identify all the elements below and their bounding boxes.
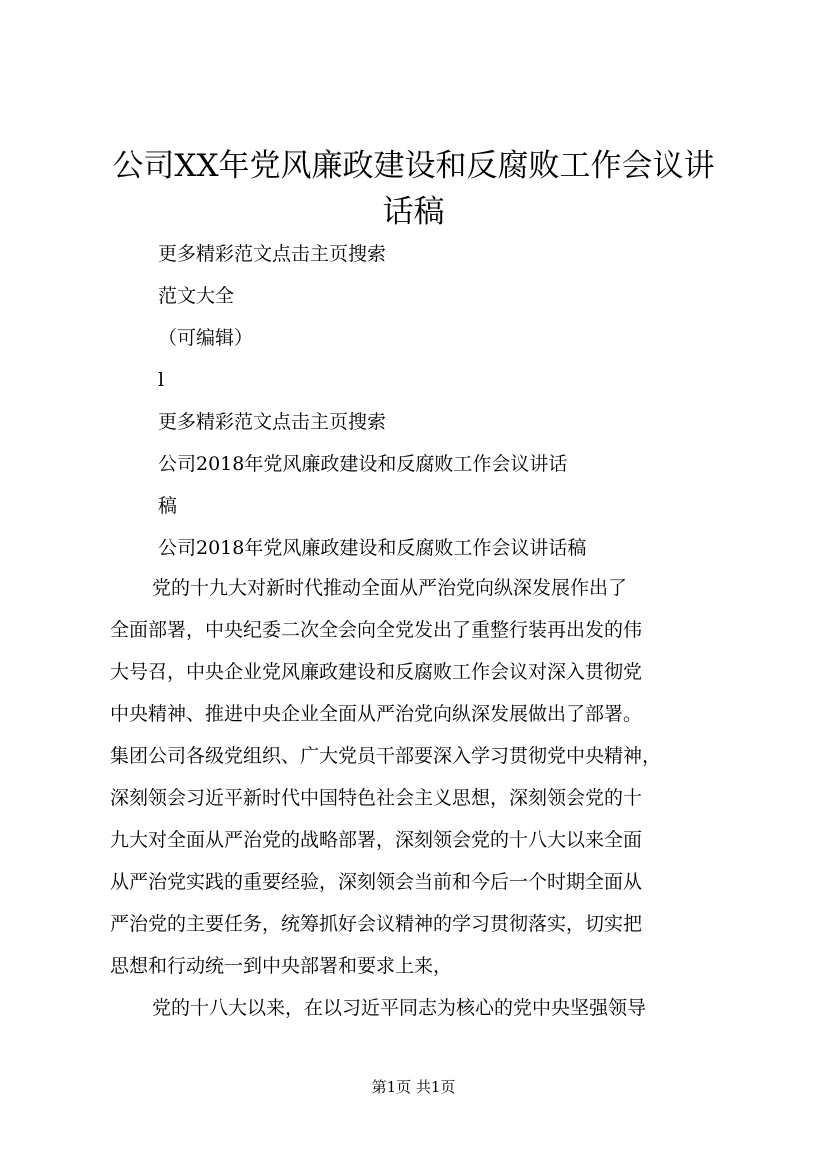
- header-line: 公司2018年党风廉政建设和反腐败工作会议讲话: [158, 453, 568, 475]
- paragraph-line: 从严治党实践的重要经验，深刻领会当前和今后一个时期全面从: [110, 871, 643, 893]
- header-line: （可编辑）: [158, 327, 254, 349]
- header-line: 稿: [158, 495, 178, 517]
- paragraph-line: 中央精神、推进中央企业全面从严治党向纵深发展做出了部署。: [110, 703, 643, 725]
- paragraph-line: 大号召，中央企业党风廉政建设和反腐败工作会议对深入贯彻党: [110, 661, 643, 683]
- paragraph-line: 党的十八大以来，在以习近平同志为核心的党中央坚强领导: [152, 997, 647, 1019]
- paragraph-line: 集团公司各级党组织、广大党员干部要深入学习贯彻党中央精神，: [110, 745, 662, 767]
- document-title: [100, 143, 727, 235]
- header-line: 公司2018年党风廉政建设和反腐败工作会议讲话稿: [158, 537, 587, 559]
- paragraph-line: 九大对全面从严治党的战略部署，深刻领会党的十八大以来全面: [110, 829, 643, 851]
- page-footer: 第1页 共1页: [371, 1078, 456, 1096]
- paragraph-line: 党的十九大对新时代推动全面从严治党向纵深发展作出了: [152, 577, 628, 599]
- title-line-1: 公司XX年党风廉政建设和反腐败工作会议讲: [112, 148, 715, 184]
- paragraph-line: 深刻领会习近平新时代中国特色社会主义思想，深刻领会党的十: [110, 787, 643, 809]
- paragraph-line: 严治党的主要任务，统筹抓好会议精神的学习贯彻落实，切实把: [110, 913, 643, 935]
- paragraph-line: 全面部署，中央纪委二次全会向全党发出了重整行装再出发的伟: [110, 619, 643, 641]
- header-line: 范文大全: [158, 285, 235, 307]
- header-line: l: [158, 369, 165, 391]
- header-line: 更多精彩范文点击主页搜索: [158, 243, 387, 265]
- title-line-2: 话稿: [382, 194, 445, 230]
- paragraph-line: 思想和行动统一到中央部署和要求上来，: [110, 955, 453, 977]
- header-line: 更多精彩范文点击主页搜索: [158, 411, 387, 433]
